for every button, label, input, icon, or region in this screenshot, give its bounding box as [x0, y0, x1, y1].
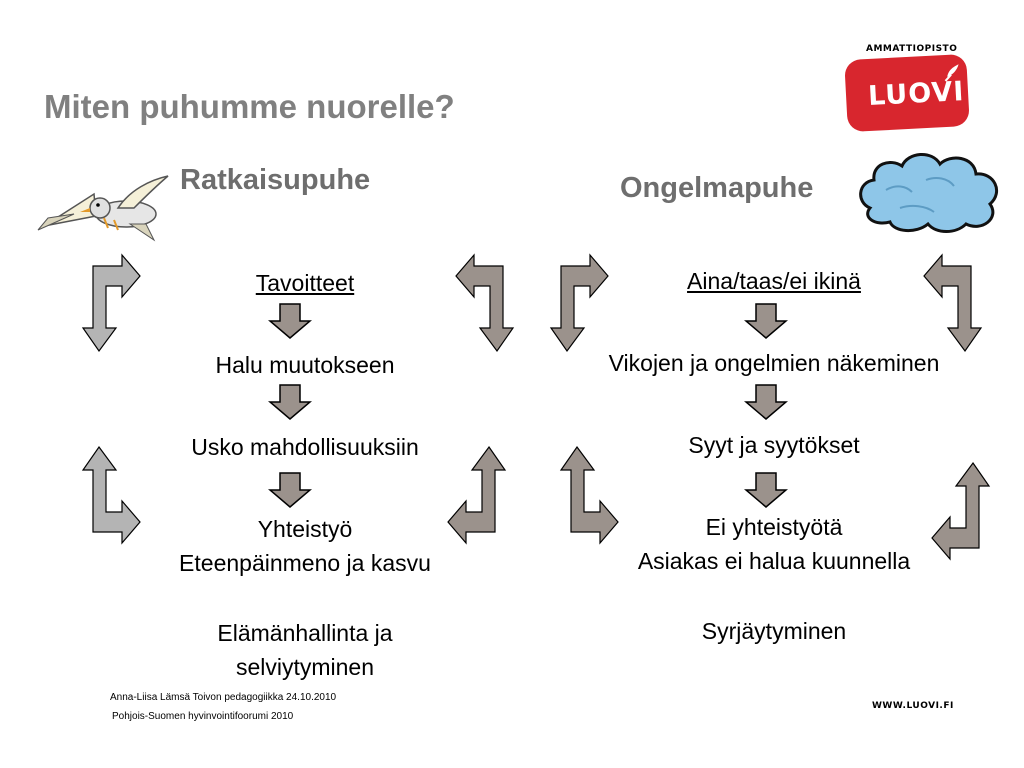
right-item-blame: Syyt ja syytökset: [688, 432, 860, 458]
footer-event: Pohjois-Suomen hyvinvointifoorumi 2010: [112, 711, 294, 722]
left-item-goals: Tavoitteet: [255, 270, 355, 296]
bent-arrow-icon: [82, 254, 142, 352]
page-title: Miten puhumme nuorelle?: [44, 88, 455, 125]
cloud-icon: [856, 150, 1002, 234]
logo-name: LUOVI: [867, 76, 966, 113]
down-arrow-icon: [268, 472, 312, 508]
right-item-faults: Vikojen ja ongelmien näkeminen: [608, 350, 940, 376]
right-item-no-cooperation: Ei yhteistyötä: [705, 514, 843, 540]
bent-arrow-icon: [454, 254, 514, 352]
down-arrow-icon: [744, 384, 788, 420]
left-heading: Ratkaisupuhe: [180, 164, 371, 196]
down-arrow-icon: [744, 472, 788, 508]
bent-arrow-icon: [922, 254, 982, 352]
bent-arrow-icon: [82, 446, 142, 544]
down-arrow-icon: [268, 384, 312, 420]
bent-arrow-icon: [560, 446, 620, 544]
down-arrow-icon: [268, 303, 312, 339]
left-item-growth: Eteenpäinmeno ja kasvu: [179, 550, 431, 576]
left-item-life-management-1: Elämänhallinta ja: [217, 620, 393, 646]
bent-arrow-icon: [550, 254, 610, 352]
right-item-not-listening: Asiakas ei halua kuunnella: [637, 548, 911, 574]
footer-author: Anna-Liisa Lämsä Toivon pedagogiikka 24.10.2010: [110, 692, 337, 703]
website-link[interactable]: WWW.LUOVI.FI: [872, 701, 954, 711]
left-item-desire: Halu muutokseen: [215, 352, 395, 378]
right-item-always: Aina/taas/ei ikinä: [687, 268, 861, 294]
down-arrow-icon: [744, 303, 788, 339]
left-item-life-management-2: selviytyminen: [235, 654, 375, 680]
logo-subtitle: AMMATTIOPISTO: [866, 44, 958, 54]
right-heading: Ongelmapuhe: [620, 172, 814, 204]
right-item-exclusion: Syrjäytyminen: [701, 618, 847, 644]
bent-arrow-icon: [446, 446, 506, 544]
left-item-belief: Usko mahdollisuuksiin: [191, 434, 419, 460]
left-item-cooperation: Yhteistyö: [257, 516, 353, 542]
logo-leaf-icon: [942, 62, 963, 83]
bent-arrow-icon: [930, 462, 990, 560]
dove-icon: [34, 170, 170, 242]
luovi-logo: [844, 54, 970, 132]
